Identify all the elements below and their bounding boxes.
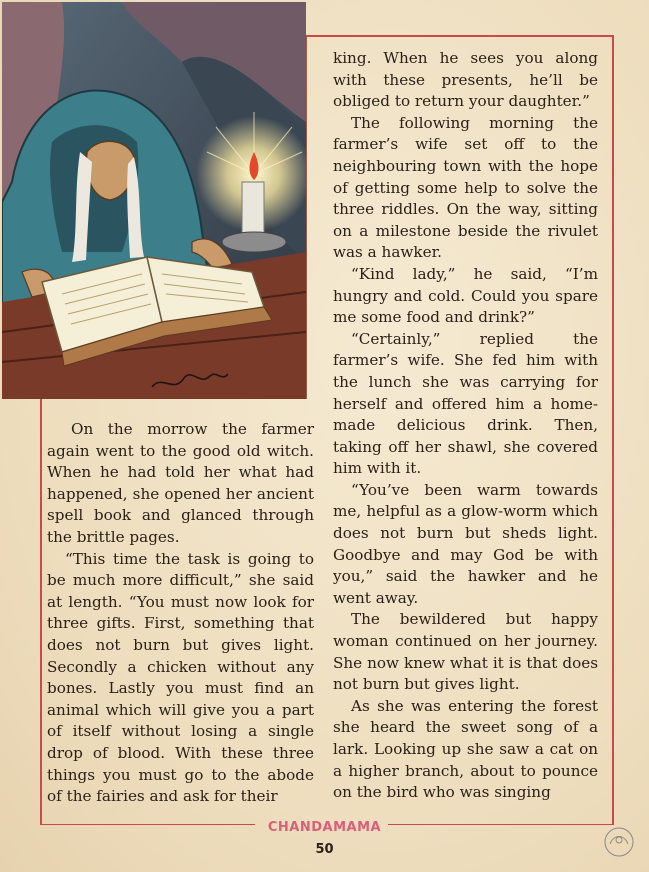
library-stamp-icon — [600, 826, 638, 858]
left-paragraph: “This time the task is going to be much more difficult,” she said at length. “You must now look for three gifts. First, something that does not burn but gives light. Secondly a chicken without any bones. Lastly you must find an animal which will give you a part of itself without losing a single drop of blood. With these three things you must go to the abode of the fairies and ask for their — [47, 549, 314, 806]
witch-reading-image — [2, 2, 306, 399]
right-paragraph: “Certainly,” replied the farmer’s wife. She fed him with the lunch she was carrying for herself and offered him a home-made delicious drink. Then, taking off her shawl, she covered him with it. — [333, 329, 598, 478]
left-paragraph: On the morrow the farmer again went to the good old witch. When he had told her what had happened, she opened her ancient spell book and glanced through the brittle pages. — [47, 420, 314, 546]
page-number: 50 — [315, 842, 334, 857]
witch-illustration — [2, 2, 306, 399]
right-paragraph: king. When he sees you along with these presents, he’ll be obliged to return your daughter.” — [333, 49, 598, 111]
right-paragraph: “You’ve been warm towards me, helpful as a glow-worm which does not burn but sheds light. Goodbye and may God be with you,” said the hawker and he went away. — [333, 480, 598, 607]
right-paragraph: The following morning the farmer’s wife set off to the neighbouring town with the hope of getting some help to solve the three riddles. On the way, sitting on a milestone beside the rivulet was a hawker. — [333, 113, 598, 262]
frame-divider — [306, 35, 307, 399]
frame-right — [612, 35, 614, 825]
left-text-column — [47, 419, 314, 808]
right-paragraph: As she was entering the forest she heard the sweet song of a lark. Looking up she saw a cat on a higher branch, about to pounce on the bird who was singing — [333, 696, 598, 802]
right-paragraph: The bewildered but happy woman continued on her journey. She now knew what it is that does not burn but gives light. — [333, 610, 598, 694]
frame-left-lower — [40, 399, 42, 825]
frame-top-right — [306, 35, 614, 37]
right-paragraph: “Kind lady,” he said, “I’m hungry and cold. Could you spare me some food and drink?” — [333, 264, 598, 327]
magazine-brand: CHANDAMAMA — [267, 820, 382, 835]
right-text-column — [333, 48, 598, 804]
